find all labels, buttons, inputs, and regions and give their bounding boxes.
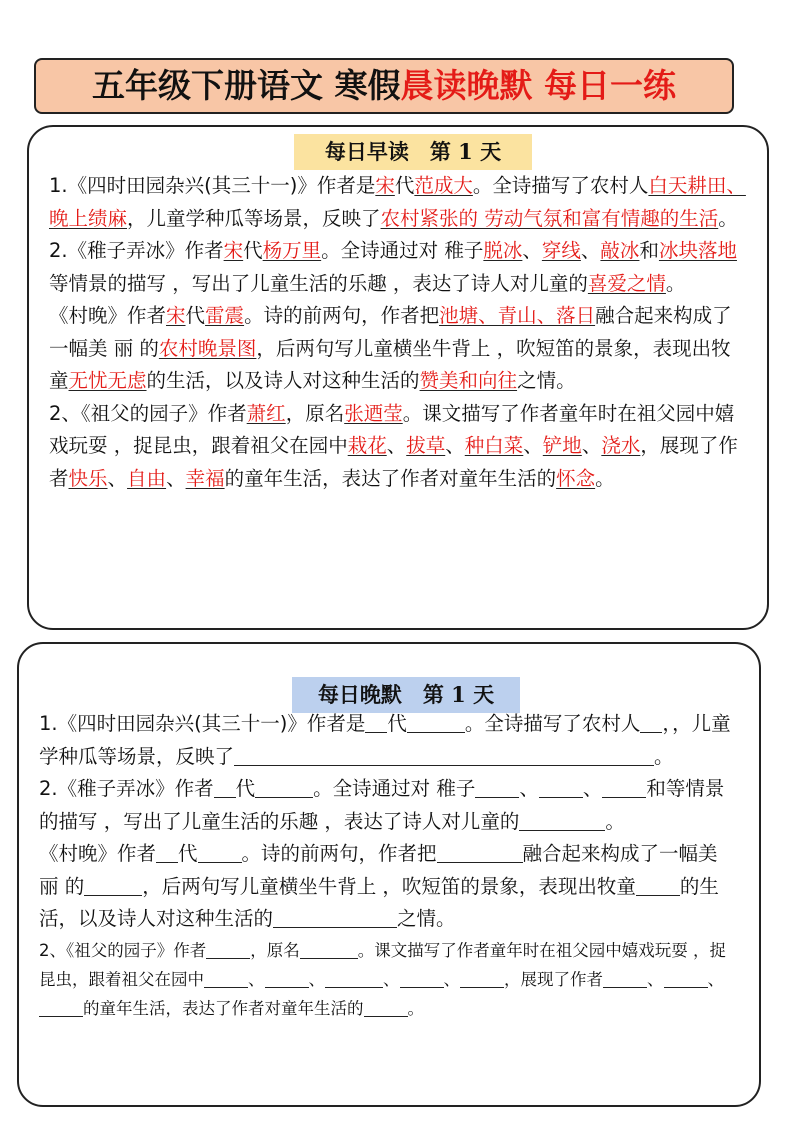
answer: 浇水 <box>601 434 641 457</box>
blank[interactable] <box>519 810 605 831</box>
blank[interactable] <box>636 875 680 896</box>
text: 代 <box>185 304 206 327</box>
text: 。全诗描写了农村人 <box>464 712 641 735</box>
recite-paragraph-1: 1.《四时田园杂兴(其三十一)》作者是 代 。全诗描写了农村人 ，，儿童学种瓜等场景，反映了 。 <box>39 712 731 768</box>
evening-recite-panel <box>17 642 761 1107</box>
text: 代 <box>178 842 198 865</box>
text: 和 <box>639 239 659 262</box>
blank[interactable] <box>234 745 654 766</box>
title-red: 晨读晚默 每日一练 <box>400 66 676 105</box>
text: ，儿童学种瓜等场景，反映了 <box>127 206 381 230</box>
morning-reading-heading: 每日早读 第 1 天 <box>294 134 532 170</box>
evening-recite-heading: 每日晚默 第 1 天 <box>292 677 520 713</box>
answer: 宋 <box>166 304 186 327</box>
text: 、 <box>166 466 186 490</box>
text: 、 <box>582 777 603 800</box>
text: 。 <box>595 466 615 490</box>
recite-paragraph-3 <box>39 838 741 936</box>
text: 的童年生活，表达了作者对童年生活的 <box>224 466 557 490</box>
text: 。 <box>654 744 674 768</box>
answer: 池塘、青山、落日 <box>439 304 596 327</box>
text: 融合起来构成了一幅美 丽 的 <box>49 304 732 360</box>
text: 、 <box>647 969 664 989</box>
answer: 铲地 <box>542 434 582 457</box>
text: 。全诗通过对 稚子 <box>313 777 476 800</box>
blank[interactable] <box>255 778 313 799</box>
blank[interactable] <box>214 778 236 799</box>
text: 。 <box>665 271 686 295</box>
blank[interactable] <box>206 941 250 959</box>
text: 代 <box>387 712 407 735</box>
text: 代 <box>235 777 256 800</box>
text: 之情。 <box>517 369 576 392</box>
answer: 敲冰 <box>600 239 640 262</box>
text: 1.《四时田园杂兴(其三十一)》作者是 <box>49 174 376 197</box>
text: 等情景的描写 ，写出了儿童生活的乐趣 ，表达了诗人对儿童的 <box>39 777 725 833</box>
text: 、 <box>707 969 724 989</box>
answer: 脱冰 <box>483 239 523 262</box>
text: 的生活，以及诗人对这种生活的 <box>39 874 719 930</box>
answer: 穿线 <box>541 239 581 262</box>
blank[interactable] <box>437 843 523 864</box>
text: ，原名 <box>285 401 345 425</box>
blank[interactable] <box>204 970 248 988</box>
blank[interactable] <box>273 908 397 929</box>
text: 、 <box>581 434 602 457</box>
answer: 拔草 <box>406 434 446 457</box>
answer: 种白菜 <box>464 434 524 457</box>
text: 之情。 <box>397 907 456 930</box>
text: 。诗的前两句，作者把 <box>244 304 440 327</box>
answer: 冰块落地 <box>658 239 737 262</box>
text: 。全诗描写了农村人 <box>472 174 649 197</box>
blank[interactable] <box>602 778 646 799</box>
text: 等情景的描写 ，写出了儿童生活的乐趣 ，表达了诗人对儿童的 <box>49 271 588 295</box>
answer: 萧红 <box>246 401 286 425</box>
page-title <box>34 58 734 114</box>
text: 、 <box>523 434 543 457</box>
text: ，后两句写儿童横坐牛背上 ，吹短笛的景象，表现出牧童 <box>142 874 636 898</box>
blank[interactable] <box>300 941 358 959</box>
title-black: 五年级下册语文 寒假 <box>92 66 401 105</box>
recite-paragraph-4 <box>39 936 741 1023</box>
blank[interactable] <box>265 970 309 988</box>
blank[interactable] <box>84 875 142 896</box>
text: 代 <box>243 239 263 262</box>
text: 。课文描写了作者童年时在祖父园中嬉戏玩耍 ，捉昆虫，跟着祖父在园中 <box>49 401 735 457</box>
morning-reading-content <box>49 170 749 495</box>
text: 2、《祖父的园子》作者 <box>49 401 247 425</box>
text: 《村晚》作者 <box>49 304 167 327</box>
blank[interactable] <box>407 713 465 734</box>
answer: 宋 <box>375 174 395 197</box>
answer: 雷震 <box>205 304 245 327</box>
answer: 张迺莹 <box>344 401 403 425</box>
text: 融合起来构成了一幅美 丽 的 <box>39 842 718 898</box>
blank[interactable] <box>364 999 408 1017</box>
answer: 栽花 <box>347 434 387 457</box>
answer: 喜爱之情 <box>587 271 666 295</box>
text: 。全诗通过对 稚子 <box>321 239 484 262</box>
answer: 农村紧张的 劳动气氛和富有情趣的生活 <box>380 206 719 230</box>
answer: 怀念 <box>556 466 596 490</box>
answer: 幸福 <box>185 466 225 490</box>
answer: 宋 <box>223 239 244 262</box>
read-paragraph-2 <box>49 235 749 300</box>
text: 、 <box>386 434 407 457</box>
text: 的生活，以及诗人对这种生活的 <box>146 369 420 392</box>
text: ，原名 <box>250 940 300 960</box>
blank[interactable] <box>325 970 383 988</box>
text: 。 <box>605 809 625 833</box>
text: 。 <box>718 206 738 230</box>
text: 2、《祖父的园子》作者 <box>39 940 207 960</box>
answer: 范成大 <box>414 174 473 197</box>
answer: 自由 <box>127 466 167 490</box>
answer: 杨万里 <box>262 239 322 262</box>
text: 、 <box>107 466 128 490</box>
answer: 农村晚景图 <box>158 336 257 360</box>
text: ，后两句写儿童横坐牛背上 ，吹短笛的景象，表现出牧童 <box>49 336 731 392</box>
read-paragraph-1 <box>49 170 749 235</box>
text: 。诗的前两句，作者把 <box>241 842 437 865</box>
blank[interactable] <box>460 970 504 988</box>
read-paragraph-4 <box>49 398 749 496</box>
answer: 快乐 <box>68 466 108 490</box>
read-paragraph-3 <box>49 300 749 398</box>
blank[interactable] <box>603 970 647 988</box>
text: ，展现了作者 <box>504 969 603 989</box>
blank[interactable] <box>156 843 178 864</box>
text: 2.《稚子弄冰》作者 <box>39 777 214 800</box>
text: ，展现了作者 <box>49 434 738 490</box>
text: 、 <box>248 969 265 989</box>
text: 。 <box>407 998 424 1018</box>
evening-recite-content <box>39 708 741 1023</box>
text: 、 <box>443 969 460 989</box>
text: 1.《四时田园杂兴(其三十一)》作者是 <box>39 712 366 735</box>
text: 、 <box>580 239 601 262</box>
text: 2.《稚子弄冰》作者 <box>49 239 224 262</box>
answer: 白天耕田、晚上绩麻 <box>49 174 746 230</box>
blank[interactable] <box>198 843 242 864</box>
blank[interactable] <box>365 713 387 734</box>
blank[interactable] <box>640 713 662 734</box>
blank[interactable] <box>39 999 83 1017</box>
answer: 无忧无虑 <box>68 369 147 392</box>
text: 的童年生活，表达了作者对童年生活的 <box>83 998 364 1018</box>
text: 、 <box>519 777 539 800</box>
text: 代 <box>394 174 415 197</box>
blank[interactable] <box>400 970 444 988</box>
text: 《村晚》作者 <box>39 842 157 865</box>
text: 、 <box>445 434 465 457</box>
blank[interactable] <box>475 778 519 799</box>
blank[interactable] <box>664 970 708 988</box>
text: 、 <box>522 239 542 262</box>
answer: 赞美和向往 <box>419 369 518 392</box>
blank[interactable] <box>539 778 583 799</box>
text: 、 <box>383 969 400 989</box>
text: 、 <box>308 969 325 989</box>
text: ，儿童学种瓜等场景，反映了 <box>39 712 731 768</box>
text: 。课文描写了作者童年时在祖父园中嬉戏玩耍 ，捉昆虫，跟着祖父在园中 <box>39 940 726 989</box>
morning-reading-panel <box>27 125 769 630</box>
recite-paragraph-2 <box>39 773 741 838</box>
text: 和 <box>646 777 666 800</box>
